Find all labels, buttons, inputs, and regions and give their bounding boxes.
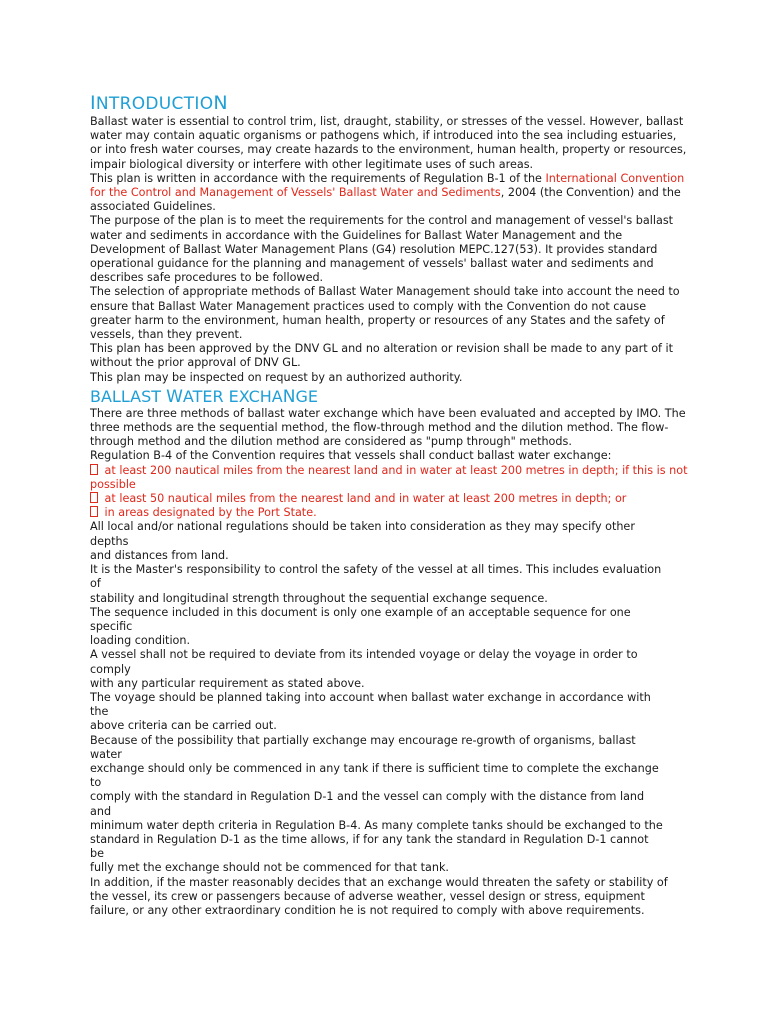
bullet-text: at least 200 nautical miles from the nearest land and in water at least 200 metres in depth; if this is not possible (90, 463, 688, 491)
text-line: The sequence included in this document is only one example of an acceptable sequence for one (90, 605, 631, 619)
bullet-text: in areas designated by the Port State. (101, 506, 317, 520)
text-line: above criteria can be carried out. (90, 719, 277, 733)
text-line: depths (90, 534, 129, 548)
bullet-item (90, 492, 690, 506)
text-line: the vessel, its crew or passengers because of adverse weather, vessel design or stress, equipment (90, 889, 645, 903)
text-line: It is the Master's responsibility to control the safety of the vessel at all times. This includes evaluation (90, 563, 662, 577)
text-line: In addition, if the master reasonably decides that an exchange would threaten the safety or stability of (90, 875, 668, 889)
text-line: loading condition. (90, 634, 191, 648)
ballast-water-exchange-heading (90, 387, 690, 407)
text-line: be (90, 847, 104, 861)
text-line: standard in Regulation D-1 as the time allows, if for any tank the standard in Regulation D-1 cannot (90, 832, 649, 846)
convention-link[interactable]: International Convention for the Control and Management of Vessels' Ballast Water and Sediments (90, 171, 685, 200)
exchange-paragraph-1: There are three methods of ballast water exchange which have been evaluated and accepted by IMO. The three methods are the sequential method, the flow-through method and the dilution method. The flow-through method and the dilution method are considered as "pump through" methods. (90, 406, 686, 449)
document-page (90, 92, 690, 918)
introduction-heading (90, 92, 690, 115)
text-line: and (90, 804, 112, 818)
bullet-box-icon (90, 492, 98, 503)
heading-part: W (166, 386, 183, 407)
text-line: and distances from land. (90, 548, 229, 562)
heading-part: N (282, 386, 296, 407)
heading-final: N (213, 92, 228, 114)
heading-initial: I (90, 92, 96, 114)
text-line: exchange should only be commenced in any tank if there is sufficient time to complete the exchange (90, 761, 659, 775)
intro-paragraph-5: This plan has been approved by the DNV GL and no alteration or revision shall be made to any part of it without the prior approval of DNV GL. (90, 342, 674, 370)
text-line: A vessel shall not be required to deviate from its intended voyage or delay the voyage in order to (90, 648, 638, 662)
intro-paragraph-2 (90, 172, 690, 215)
text-line: The voyage should be planned taking into account when ballast water exchange in accordance with (90, 690, 651, 704)
paragraph-text: This plan is written in accordance with the requirements of Regulation B-1 of the (90, 171, 546, 185)
text-line: water (90, 747, 122, 761)
bullet-item (90, 506, 690, 520)
bullet-box-icon (90, 464, 98, 475)
text-line: to (90, 776, 102, 790)
intro-paragraph-1: Ballast water is essential to control trim, list, draught, stability, or stresses of the vessel. However, ballast water may contain aquatic organisms or pathogens which, if introduced into the sea including estuaries, or into fresh water courses, may create hazards to the environment, human health, property or resources, impair biological diversity or interfere with other legitimate uses of such areas. (90, 115, 687, 171)
text-line: specific (90, 619, 133, 633)
bullet-box-icon (90, 506, 98, 517)
text-line: stability and longitudinal strength throughout the sequential exchange sequence. (90, 591, 548, 605)
text-line: minimum water depth criteria in Regulation B-4. As many complete tanks should be exchanged to the (90, 818, 663, 832)
text-line: of (90, 577, 101, 591)
text-line: All local and/or national regulations should be taken into consideration as they may specify other (90, 520, 635, 534)
text-line: failure, or any other extraordinary condition he is not required to comply with above requirements. (90, 903, 645, 917)
text-line: comply with the standard in Regulation D-1 and the vessel can comply with the distance from land (90, 790, 645, 804)
text-line: the (90, 705, 109, 719)
exchange-paragraph-2: Regulation B-4 of the Convention requires that vessels shall conduct ballast water exchange: (90, 449, 612, 463)
text-line: comply (90, 662, 131, 676)
text-line: Because of the possibility that partially exchange may encourage re-growth of organisms, ballast (90, 733, 636, 747)
exchange-body-lines (90, 520, 690, 918)
bullet-text: at least 50 nautical miles from the nearest land and in water at least 200 metres in depth; or (101, 492, 627, 506)
text-line: with any particular requirement as stated above. (90, 676, 365, 690)
heading-part: GE (295, 386, 318, 406)
intro-paragraph-6: This plan may be inspected on request by an authorized authority. (90, 370, 463, 384)
paragraph-text: , 2004 (the Convention) and the associated Guidelines. (90, 186, 681, 214)
heading-part: BALLAST (90, 386, 167, 406)
bullet-item (90, 464, 690, 492)
intro-paragraph-4: The selection of appropriate methods of Ballast Water Management should take into account the need to ensure that Ballast Water Management practices used to comply with the Convention do not cause greater harm to the environment, human health, property or resources of any States and the safety of vessels, than they prevent. (90, 285, 680, 342)
heading-part: ATER EXCHA (182, 386, 283, 406)
intro-paragraph-3: The purpose of the plan is to meet the requirements for the control and management of vessel's ballast water and sediments in accordance with the Guidelines for Ballast Water Management and the Development of Ballast Water Management Plans (G4) resolution MEPC.127(53). It provides standard operational guidance for the planning and management of vessels' ballast water and sediments and describes safe procedures to be followed. (90, 214, 674, 285)
heading-body: NTRODUCTIO (95, 94, 214, 114)
text-line: fully met the exchange should not be commenced for that tank. (90, 861, 449, 875)
